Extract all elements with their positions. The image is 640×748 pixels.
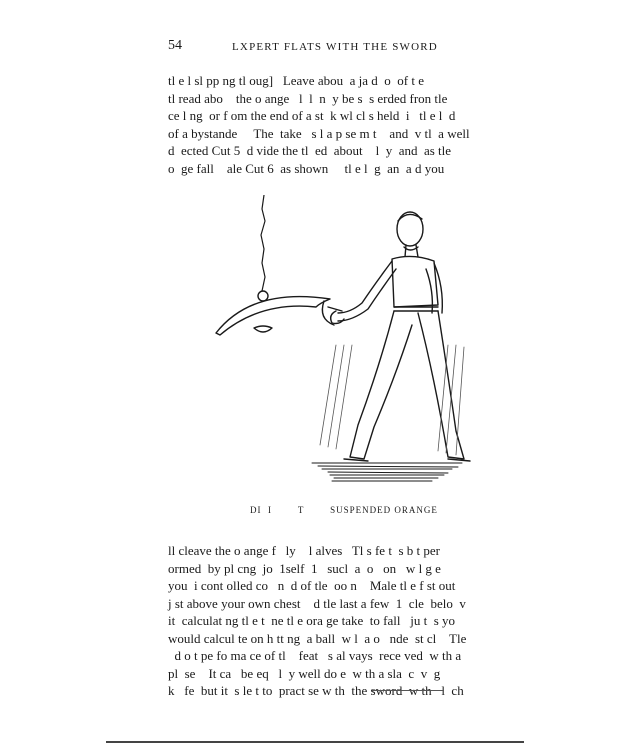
text-line: pl se It ca be eq l y well do e w th a sla c v g [168,665,441,681]
text-line: tl read abo the o ange l l n y be s s erded fron tle [168,90,448,106]
background-shading [320,345,464,455]
sword-blade [216,297,330,335]
divider-short [372,690,444,691]
figure-leg-front [350,311,412,459]
orange-top-half [258,291,268,301]
paragraph-bottom [168,542,466,700]
text-line: you i cont olled co n d of tle oo n Male tl e f st out [168,578,456,593]
orange-falling-half [254,326,272,332]
text-line: d o t pe fo ma ce of tl feat s al vays rece ved w th a [168,648,462,663]
figure-caption: DI I T SUSPENDED ORANGE [250,505,438,515]
text-line: ll cleave the o ange f ly l alves Tl s fe t s b t per [168,543,440,558]
text-line: of a bystande The take s l a p se m t and v tl a well [168,125,470,141]
text-line: it calculat ng tl e t ne tl e ora ge take to fall ju t s yo [168,613,455,628]
running-head: LXPERT FLATS WITH THE SWORD [232,41,438,53]
illustration-swordsman-orange [212,195,472,495]
text-line: ce l ng or f om the end of a st k wl cl s held i tl e l d [168,108,456,123]
text-line: tl e l sl pp ng tl oug] Leave abou a ja d o of t e [168,73,424,88]
thread [261,195,265,291]
text-line: o ge fall ale Cut 6 as shown tl e l g an a d you [168,160,445,176]
ground-shading [312,463,462,481]
divider-long [106,741,524,743]
page-number: 54 [168,38,182,53]
paragraph-top [168,72,470,177]
text-line: d ected Cut 5 d vide the tl ed about l y and as tle [168,143,452,158]
text-line: j st above your own chest d tle last a few 1 cle belo v [168,595,466,611]
text-line: k fe but it s le t to pract se w th the sword w th l ch [168,683,464,698]
figure-arm-extended [338,261,396,321]
figure-torso [392,256,438,307]
text-line: would calcul te on h tt ng a ball w l a o nde st cl Tle [168,630,467,646]
text-line: ormed by pl cng jo 1self 1 sucl a o on w l g e [168,560,441,576]
